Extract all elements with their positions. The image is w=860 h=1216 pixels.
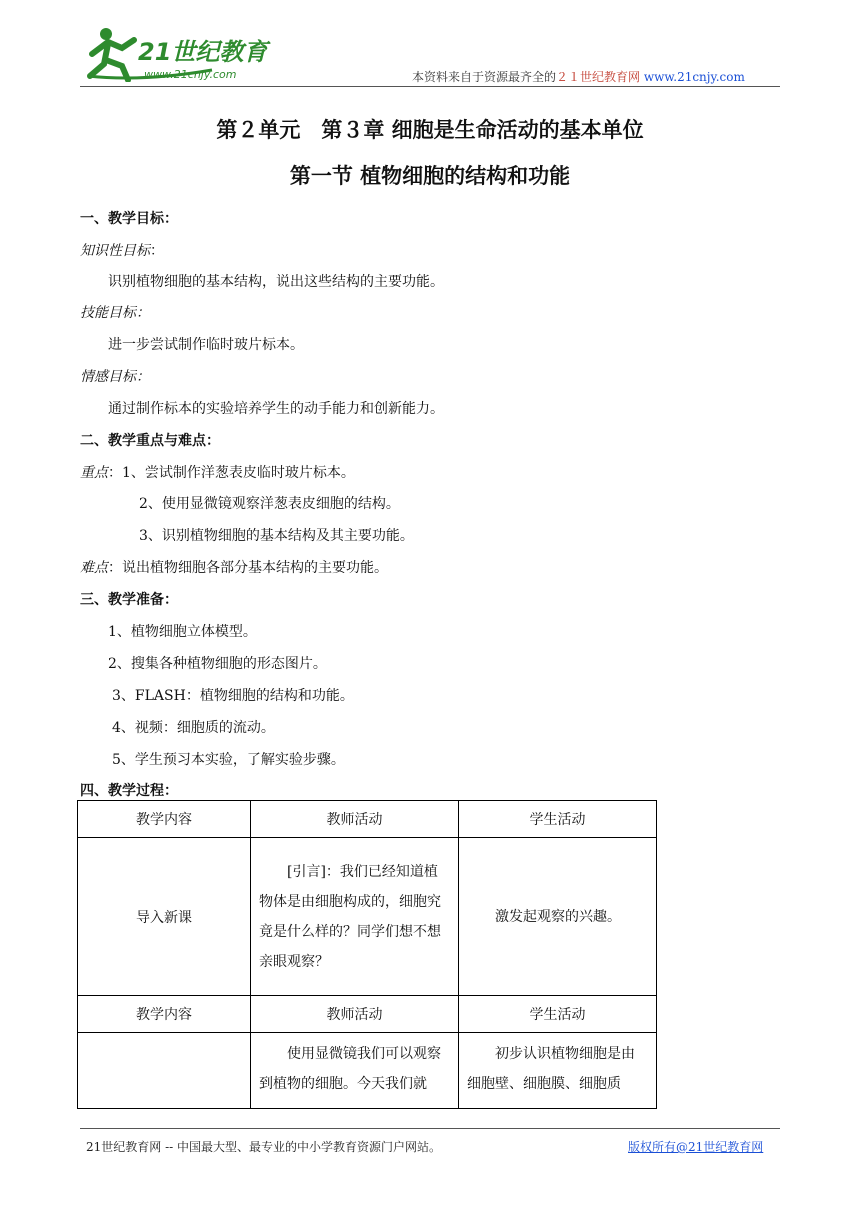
row-teacher-cell [251,838,459,996]
heading-key-points: 二、教学重点与难点： [80,433,220,449]
student-activity-text: 初步认识植物细胞是由细胞壁、细胞膜、细胞质 [467,1046,635,1092]
source-link[interactable]: www.21cnjy.com [643,70,745,84]
header-divider [80,86,780,87]
difficulty-point: 难点：说出植物细胞各部分基本结构的主要功能。 [80,560,388,576]
table-header-row [78,801,657,838]
emotion-goal-label: 情感目标： [80,369,150,385]
lesson-table [77,800,657,1109]
copyright-link[interactable]: 版权所有@21世纪教育网 [628,1140,764,1154]
unit-title: 第２单元 第３章 细胞是生命活动的基本单位 [216,118,644,142]
prep-item-2: 2、搜集各种植物细胞的形态图片。 [108,656,327,672]
logo-text: 21世纪教育 [138,38,268,66]
knowledge-goal-text: 识别植物细胞的基本结构，说出这些结构的主要功能。 [108,274,444,290]
source-brand: ２１世纪教育网 [556,70,641,84]
table-header-row-repeat [78,996,657,1033]
row-student-cell [459,838,657,996]
logo-url: www.21cnjy.com [144,68,237,81]
col-header-teacher: 教师活动 [251,801,459,838]
prep-item-1: 1、植物细胞立体模型。 [108,624,257,640]
section-title: 第一节 植物细胞的结构和功能 [289,164,571,188]
table-row [78,838,657,996]
source-prefix: 本资料来自于资源最齐全的 [412,70,557,84]
runner-logo-icon [82,24,282,82]
col-header-student: 学生活动 [459,801,657,838]
col-header-content-repeat: 教学内容 [78,996,251,1033]
row-teacher-cell [251,1033,459,1109]
col-header-student-repeat: 学生活动 [459,996,657,1033]
footer-text: 21世纪教育网 -- 中国最大型、最专业的中小学教育资源门户网站。 [86,1140,442,1154]
row-content-cell [78,1033,251,1109]
heading-process: 四、教学过程： [80,783,178,799]
logo [82,24,282,82]
student-activity-text: 激发起观察的兴趣。 [495,908,621,925]
skill-goal-label: 技能目标： [80,305,150,321]
knowledge-goal-label: 知识性目标： [80,243,164,259]
heading-objectives: 一、教学目标： [80,211,178,227]
col-header-teacher-repeat: 教师活动 [251,996,459,1033]
key-point-1: 重点：1、尝试制作洋葱表皮临时玻片标本。 [80,465,355,481]
teacher-activity-text: 使用显微镜我们可以观察到植物的细胞。今天我们就 [259,1046,441,1092]
key-point-2: 2、使用显微镜观察洋葱表皮细胞的结构。 [139,496,400,512]
teacher-activity-text: [引言]：我们已经知道植物体是由细胞构成的，细胞究竟是什么样的？同学们想不想亲眼观察？ [259,863,441,970]
col-header-content: 教学内容 [78,801,251,838]
prep-item-4: 4、视频：细胞质的流动。 [112,720,275,736]
row-student-cell [459,1033,657,1109]
heading-preparation: 三、教学准备： [80,592,178,608]
prep-item-5: 5、学生预习本实验，了解实验步骤。 [112,752,345,768]
footer-divider [80,1128,780,1129]
emotion-goal-text: 通过制作标本的实验培养学生的动手能力和创新能力。 [108,401,444,417]
row-content-cell: 导入新课 [78,838,251,996]
key-point-3: 3、识别植物细胞的基本结构及其主要功能。 [139,528,414,544]
skill-goal-text: 进一步尝试制作临时玻片标本。 [108,337,304,353]
header-source [412,68,745,85]
prep-item-3: 3、FLASH：植物细胞的结构和功能。 [112,688,354,704]
table-row [78,1033,657,1109]
